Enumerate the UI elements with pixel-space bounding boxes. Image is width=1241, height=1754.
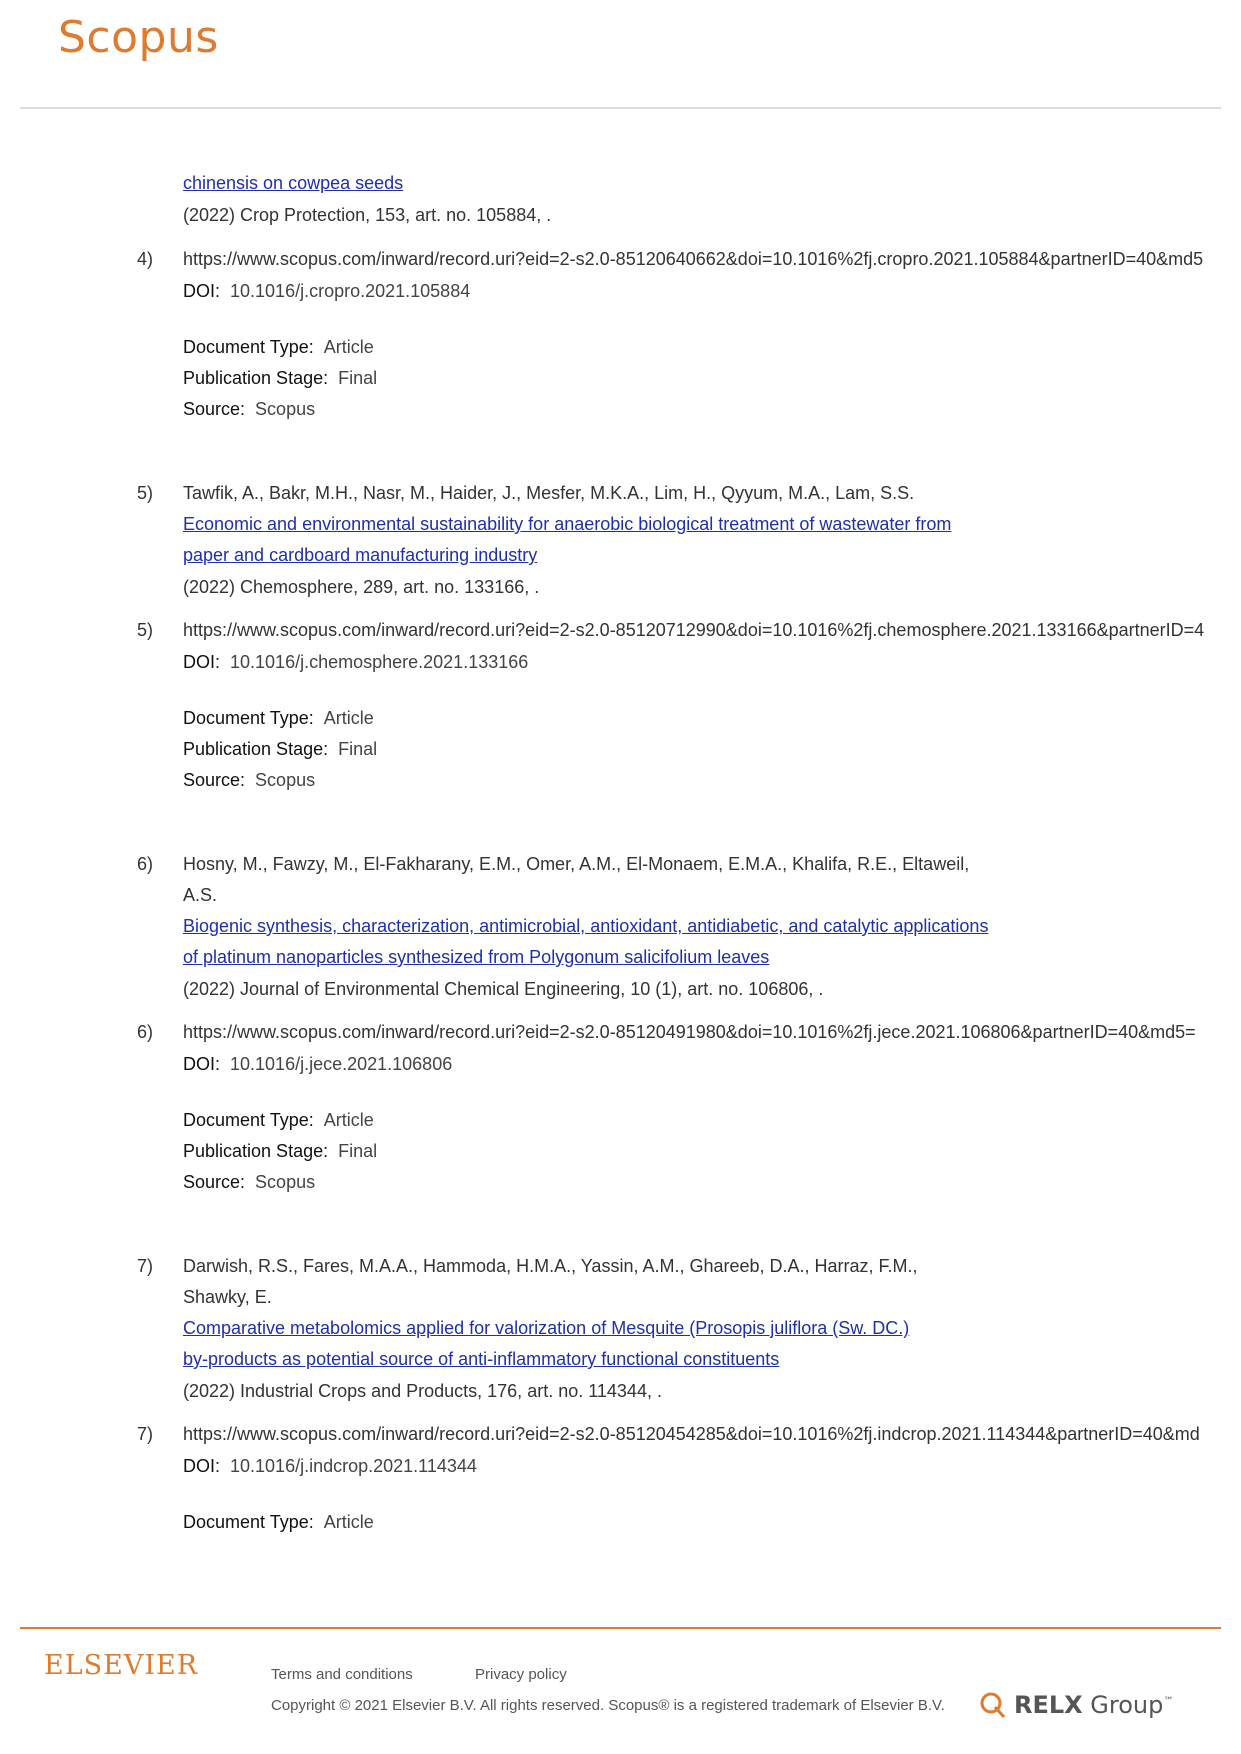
record-publication-stage — [183, 737, 377, 761]
source-value: Scopus — [255, 770, 316, 790]
record-url[interactable]: https://www.scopus.com/inward/record.uri?eid=2-s2.0-85120491980&doi=10.1016%2fj.jece.2021.106806&partnerID=40&md5= — [183, 1022, 1196, 1042]
record-doi — [183, 1454, 477, 1478]
source-value: Scopus — [255, 399, 316, 419]
record-document-type — [183, 1510, 374, 1534]
publication-stage-label: Publication Stage: — [183, 368, 329, 388]
relx-trademark: ™ — [1163, 1696, 1174, 1707]
record-publication-stage — [183, 1139, 377, 1163]
record-doi — [183, 279, 470, 303]
source-value: Scopus — [255, 1172, 316, 1192]
terms-link[interactable]: Terms and conditions — [271, 1666, 413, 1683]
publication-stage-value: Final — [338, 368, 378, 388]
record-doi — [183, 650, 528, 674]
record-number: 6) — [137, 1022, 154, 1042]
record-url[interactable]: https://www.scopus.com/inward/record.uri?eid=2-s2.0-85120454285&doi=10.1016%2fj.indcrop.2021.114344&partnerID=40&md — [183, 1424, 1200, 1444]
doi-label: DOI: — [183, 281, 221, 301]
record-title-link[interactable]: by-products as potential source of anti-inflammatory functional constituents — [183, 1349, 780, 1369]
record-number: 4) — [137, 249, 154, 269]
relx-group: Group — [1082, 1691, 1164, 1719]
document-type-label: Document Type: — [183, 337, 314, 357]
document-type-value: Article — [323, 1512, 374, 1532]
record-doi — [183, 1052, 452, 1076]
relx-mark-icon — [978, 1690, 1008, 1720]
record-authors: Hosny, M., Fawzy, M., El-Fakharany, E.M., Omer, A.M., El-Monaem, E.M.A., Khalifa, R.E., Eltaweil, — [183, 854, 970, 874]
record-citation: (2022) Chemosphere, 289, art. no. 133166, . — [183, 577, 540, 597]
doi-value: 10.1016/j.indcrop.2021.114344 — [230, 1456, 477, 1476]
record-title-link[interactable]: Economic and environmental sustainability for anaerobic biological treatment of wastewater from — [183, 514, 952, 534]
publication-stage-label: Publication Stage: — [183, 1141, 329, 1161]
source-label: Source: — [183, 1172, 246, 1192]
document-type-value: Article — [323, 1110, 374, 1130]
record-source — [183, 1170, 315, 1194]
record-document-type — [183, 1108, 374, 1132]
privacy-link[interactable]: Privacy policy — [475, 1666, 567, 1683]
record-source — [183, 768, 315, 792]
record-number: 5) — [137, 620, 154, 640]
doi-label: DOI: — [183, 652, 221, 672]
record-authors: Shawky, E. — [183, 1287, 272, 1307]
record-url[interactable]: https://www.scopus.com/inward/record.uri?eid=2-s2.0-85120712990&doi=10.1016%2fj.chemosphere.2021.133166&partnerID=4 — [183, 620, 1205, 640]
record-citation: (2022) Crop Protection, 153, art. no. 105884, . — [183, 205, 552, 225]
record-number: 6) — [137, 854, 154, 874]
document-type-value: Article — [323, 337, 374, 357]
doi-value: 10.1016/j.chemosphere.2021.133166 — [230, 652, 529, 672]
record-authors: Darwish, R.S., Fares, M.A.A., Hammoda, H.M.A., Yassin, A.M., Ghareeb, D.A., Harraz, F.M., — [183, 1256, 918, 1276]
relx-logo[interactable] — [978, 1688, 1173, 1722]
source-label: Source: — [183, 399, 246, 419]
record-title-link[interactable]: paper and cardboard manufacturing industry — [183, 545, 538, 565]
record-title-link[interactable]: Comparative metabolomics applied for valorization of Mesquite (Prosopis juliflora (Sw. DC.) — [183, 1318, 910, 1338]
record-number: 5) — [137, 483, 154, 503]
publication-stage-value: Final — [338, 1141, 378, 1161]
doi-label: DOI: — [183, 1456, 221, 1476]
record-citation: (2022) Journal of Environmental Chemical Engineering, 10 (1), art. no. 106806, . — [183, 979, 824, 999]
record-authors: A.S. — [183, 885, 218, 905]
record-document-type — [183, 335, 374, 359]
record-number: 7) — [137, 1256, 154, 1276]
relx-wordmark — [1014, 1691, 1173, 1719]
record-title-link[interactable]: chinensis on cowpea seeds — [183, 173, 404, 193]
publication-stage-label: Publication Stage: — [183, 739, 329, 759]
source-label: Source: — [183, 770, 246, 790]
elsevier-logo[interactable]: ELSEVIER — [44, 1650, 199, 1681]
record-document-type — [183, 706, 374, 730]
record-title-link[interactable]: of platinum nanoparticles synthesized from Polygonum salicifolium leaves — [183, 947, 770, 967]
document-type-value: Article — [323, 708, 374, 728]
doi-value: 10.1016/j.jece.2021.106806 — [230, 1054, 453, 1074]
record-citation: (2022) Industrial Crops and Products, 176, art. no. 114344, . — [183, 1381, 662, 1401]
record-url[interactable]: https://www.scopus.com/inward/record.uri?eid=2-s2.0-85120640662&doi=10.1016%2fj.cropro.2021.105884&partnerID=40&md5 — [183, 249, 1204, 269]
footer-divider — [20, 1627, 1221, 1629]
record-source — [183, 397, 315, 421]
scopus-logo[interactable]: Scopus — [58, 12, 219, 63]
relx-bold: RELX — [1014, 1691, 1083, 1719]
doi-label: DOI: — [183, 1054, 221, 1074]
doi-value: 10.1016/j.cropro.2021.105884 — [230, 281, 471, 301]
publication-stage-value: Final — [338, 739, 378, 759]
document-type-label: Document Type: — [183, 708, 314, 728]
record-number: 7) — [137, 1424, 154, 1444]
record-authors: Tawfik, A., Bakr, M.H., Nasr, M., Haider, J., Mesfer, M.K.A., Lim, H., Qyyum, M.A., Lam, S.S. — [183, 483, 915, 503]
document-type-label: Document Type: — [183, 1512, 314, 1532]
record-title-link[interactable]: Biogenic synthesis, characterization, antimicrobial, antioxidant, antidiabetic, and catalytic applications — [183, 916, 989, 936]
record-publication-stage — [183, 366, 377, 390]
copyright-text: Copyright © 2021 Elsevier B.V. All rights reserved. Scopus® is a registered trademark of Elsevier B.V. — [271, 1697, 945, 1714]
document-type-label: Document Type: — [183, 1110, 314, 1130]
